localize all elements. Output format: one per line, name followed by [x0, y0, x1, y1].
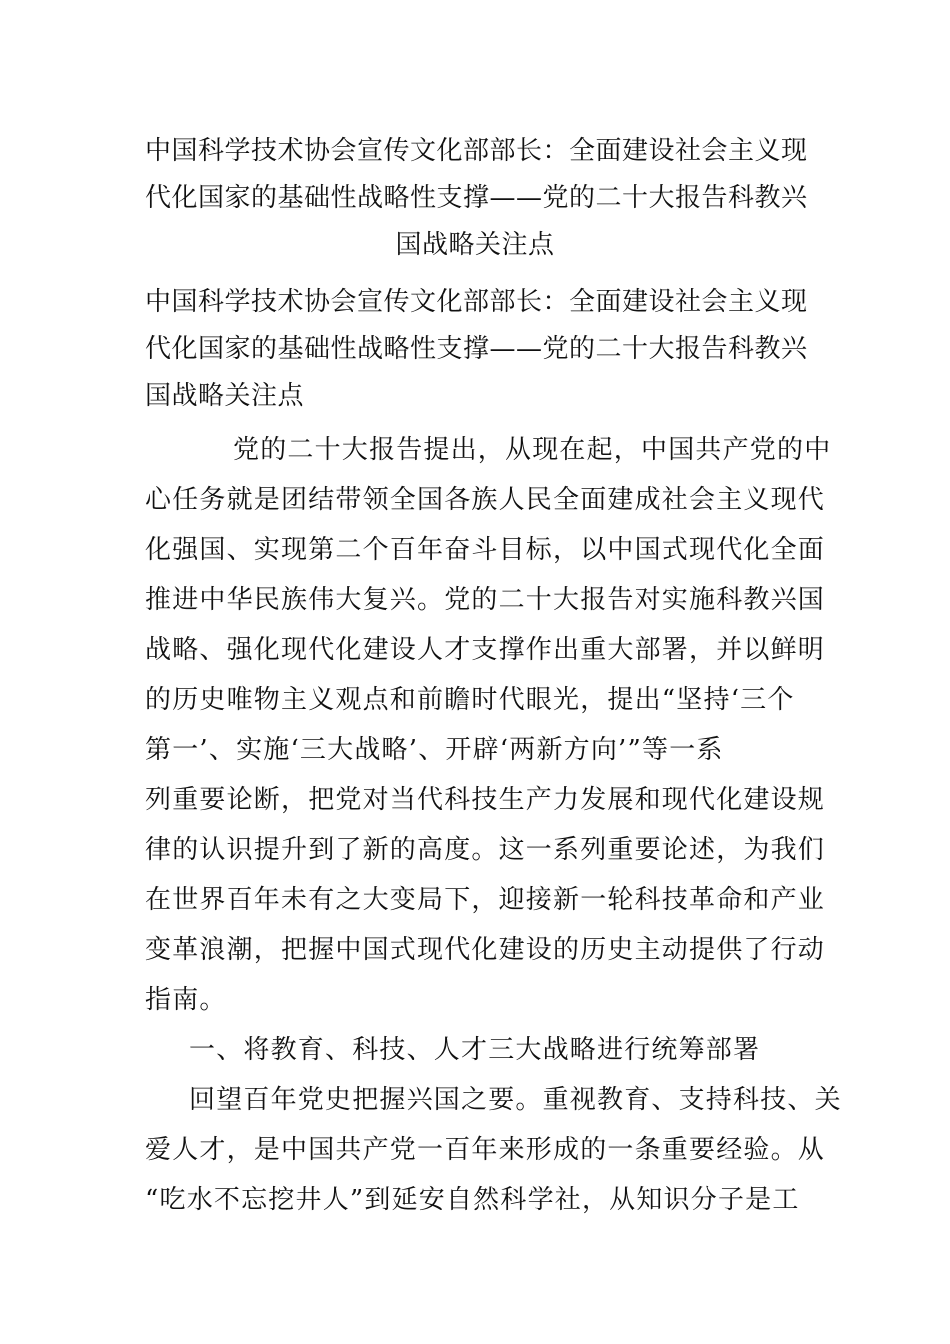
subtitle-line: 中国科学技术协会宣传文化部部长：全面建设社会主义现	[145, 287, 808, 317]
title-line: 代化国家的基础性战略性支撑——党的二十大报告科教兴	[145, 183, 808, 213]
paragraph-line: 推进中华民族伟大复兴。党的二十大报告对实施科教兴国	[145, 585, 826, 615]
paragraph-line: 指南。	[145, 985, 227, 1015]
document-title	[145, 128, 808, 269]
title-line: 中国科学技术协会宣传文化部部长：全面建设社会主义现	[145, 136, 808, 166]
paragraph-line: “吃水不忘挖井人”到延安自然科学社，从知识分子是工	[145, 1185, 800, 1215]
paragraph-1	[145, 425, 832, 1025]
paragraph-line: 化强国、实现第二个百年奋斗目标，以中国式现代化全面	[145, 535, 826, 565]
document-body	[145, 425, 842, 1225]
paragraph-2	[145, 1075, 842, 1225]
paragraph-line: 回望百年党史把握兴国之要。重视教育、支持科技、关	[189, 1085, 842, 1115]
subtitle-line: 国战略关注点	[145, 381, 305, 411]
paragraph-line: 心任务就是团结带领全国各族人民全面建成社会主义现代	[145, 485, 826, 515]
paragraph-line: 党的二十大报告提出，从现在起，中国共产党的中	[233, 435, 832, 465]
paragraph-line: 的历史唯物主义观点和前瞻时代眼光，提出“坚持‘三个	[145, 685, 795, 715]
document-subtitle	[145, 279, 808, 420]
paragraph-line: 列重要论断，把党对当代科技生产力发展和现代化建设规	[145, 785, 826, 815]
title-line: 国战略关注点	[395, 230, 555, 260]
section-heading: 一、将教育、科技、人才三大战略进行统筹部署	[189, 1035, 761, 1065]
paragraph-line: 律的认识提升到了新的高度。这一系列重要论述，为我们	[145, 835, 826, 865]
paragraph-line: 第一’、实施‘三大战略’、开辟‘两新方向’”等一系	[145, 735, 724, 765]
paragraph-line: 战略、强化现代化建设人才支撑作出重大部署，并以鲜明	[145, 635, 826, 665]
paragraph-line: 爱人才，是中国共产党一百年来形成的一条重要经验。从	[145, 1135, 826, 1165]
paragraph-line: 在世界百年未有之大变局下，迎接新一轮科技革命和产业	[145, 885, 826, 915]
subtitle-line: 代化国家的基础性战略性支撑——党的二十大报告科教兴	[145, 334, 808, 364]
paragraph-line: 变革浪潮，把握中国式现代化建设的历史主动提供了行动	[145, 935, 826, 965]
